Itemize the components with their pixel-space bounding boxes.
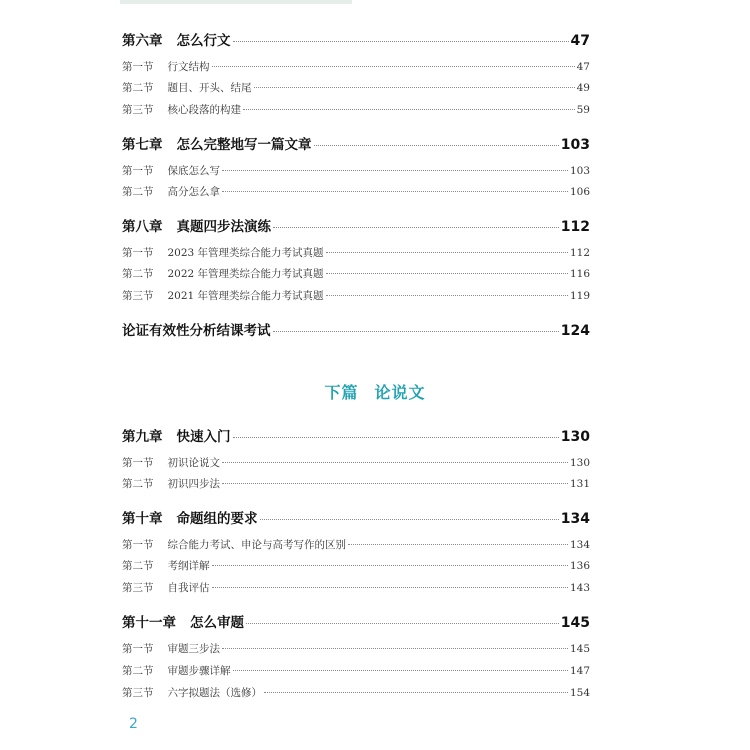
entry-title: 综合能力考试、申论与高考写作的区别 [167, 539, 346, 551]
entry-number: 第二节 [122, 186, 154, 198]
dot-leader [326, 273, 568, 274]
entry-page-number: 143 [569, 582, 590, 594]
toc-section-entry[interactable] [122, 476, 590, 491]
part-title: 论说文 [374, 383, 426, 402]
entry-page-number: 47 [570, 33, 590, 49]
toc-section-entry[interactable] [122, 266, 590, 281]
dot-leader [233, 670, 568, 671]
entry-page-number: 134 [560, 511, 590, 527]
dot-leader [212, 66, 575, 67]
toc-exam-entry[interactable] [122, 319, 590, 339]
entry-title: 审题步骤详解 [167, 665, 231, 677]
entry-number: 第十章 [122, 511, 163, 527]
entry-title: 自我评估 [167, 582, 210, 594]
dot-leader [243, 109, 575, 110]
entry-number: 第二节 [122, 560, 154, 572]
toc-section-entry[interactable] [122, 455, 590, 470]
toc-chapter-entry[interactable] [122, 29, 590, 49]
entry-number: 第七章 [122, 137, 163, 153]
entry-number: 第十一章 [122, 615, 176, 631]
entry-title: 命题组的要求 [176, 511, 258, 527]
entry-number: 第八章 [122, 219, 163, 235]
entry-title: 初识四步法 [167, 478, 220, 490]
entry-title: 题目、开头、结尾 [167, 82, 252, 94]
entry-title: 怎么审题 [190, 615, 244, 631]
entry-number: 第三节 [122, 687, 154, 699]
dot-leader [212, 565, 568, 566]
entry-page-number: 145 [560, 615, 590, 631]
entry-page-number: 103 [569, 165, 590, 177]
entry-page-number: 136 [569, 560, 590, 572]
toc-chapter-entry[interactable] [122, 215, 590, 235]
entry-title: 2022 年管理类综合能力考试真题 [167, 268, 324, 280]
entry-title: 高分怎么拿 [167, 186, 220, 198]
dot-leader [246, 623, 559, 624]
entry-page-number: 130 [569, 457, 590, 469]
entry-number: 第二节 [122, 268, 154, 280]
dot-leader [222, 170, 568, 171]
entry-number: 第三节 [122, 582, 154, 594]
entry-number: 第一节 [122, 539, 154, 551]
toc-section-entry[interactable] [122, 580, 590, 595]
entry-page-number: 116 [569, 268, 590, 280]
dot-leader [233, 437, 559, 438]
toc-section-entry[interactable] [122, 59, 590, 74]
entry-page-number: 134 [569, 539, 590, 551]
top-rule [120, 0, 352, 4]
entry-number: 第二节 [122, 82, 154, 94]
entry-title: 行文结构 [167, 61, 210, 73]
toc-section-entry[interactable] [122, 537, 590, 552]
entry-number: 第二节 [122, 478, 154, 490]
toc-section-entry[interactable] [122, 184, 590, 199]
entry-number: 第一节 [122, 247, 154, 259]
dot-leader [314, 145, 559, 146]
dot-leader [222, 483, 568, 484]
entry-page-number: 112 [560, 219, 590, 235]
page-number: 2 [129, 716, 138, 732]
toc-section-entry[interactable] [122, 163, 590, 178]
dot-leader [222, 648, 568, 649]
entry-page-number: 130 [560, 429, 590, 445]
toc-section-entry[interactable] [122, 641, 590, 656]
dot-leader [273, 331, 559, 332]
toc-section-entry[interactable] [122, 663, 590, 678]
dot-leader [273, 227, 559, 228]
part-heading [0, 380, 750, 403]
toc-section-entry[interactable] [122, 102, 590, 117]
entry-title: 怎么完整地写一篇文章 [176, 137, 312, 153]
dot-leader [233, 41, 569, 42]
entry-title: 保底怎么写 [167, 165, 220, 177]
entry-title: 六字拟题法（选修） [167, 687, 262, 699]
entry-page-number: 119 [569, 290, 590, 302]
entry-title: 真题四步法演练 [176, 219, 271, 235]
toc-chapter-entry[interactable] [122, 133, 590, 153]
entry-number: 第九章 [122, 429, 163, 445]
entry-number: 第二节 [122, 665, 154, 677]
entry-title: 初识论说文 [167, 457, 220, 469]
entry-page-number: 49 [576, 82, 590, 94]
dot-leader [326, 252, 568, 253]
entry-page-number: 154 [569, 687, 590, 699]
entry-title: 论证有效性分析结课考试 [122, 323, 271, 339]
toc-section-entry[interactable] [122, 245, 590, 260]
toc-chapter-entry[interactable] [122, 425, 590, 445]
dot-leader [348, 544, 568, 545]
entry-title: 2023 年管理类综合能力考试真题 [167, 247, 324, 259]
toc-section-entry[interactable] [122, 80, 590, 95]
dot-leader [264, 692, 568, 693]
entry-title: 核心段落的构建 [167, 104, 241, 116]
entry-title: 审题三步法 [167, 643, 220, 655]
entry-number: 第三节 [122, 104, 154, 116]
entry-number: 第一节 [122, 457, 154, 469]
entry-page-number: 112 [569, 247, 590, 259]
entry-page-number: 106 [569, 186, 590, 198]
entry-number: 第三节 [122, 290, 154, 302]
entry-number: 第一节 [122, 165, 154, 177]
entry-page-number: 145 [569, 643, 590, 655]
entry-page-number: 131 [569, 478, 590, 490]
entry-page-number: 59 [576, 104, 590, 116]
entry-page-number: 103 [560, 137, 590, 153]
toc-section-entry[interactable] [122, 558, 590, 573]
part-label: 下篇 [324, 383, 359, 402]
entry-number: 第一节 [122, 643, 154, 655]
toc-chapter-entry[interactable] [122, 507, 590, 527]
toc-section-entry[interactable] [122, 685, 590, 700]
entry-page-number: 47 [576, 61, 590, 73]
entry-page-number: 147 [569, 665, 590, 677]
entry-title: 快速入门 [176, 429, 231, 445]
entry-title: 怎么行文 [176, 33, 231, 49]
dot-leader [326, 295, 568, 296]
dot-leader [212, 587, 568, 588]
dot-leader [254, 87, 575, 88]
entry-number: 第六章 [122, 33, 163, 49]
dot-leader [260, 519, 559, 520]
entry-title: 2021 年管理类综合能力考试真题 [167, 290, 324, 302]
entry-title: 考纲详解 [167, 560, 210, 572]
entry-page-number: 124 [560, 323, 590, 339]
toc-section-entry[interactable] [122, 288, 590, 303]
dot-leader [222, 191, 568, 192]
dot-leader [222, 462, 568, 463]
entry-number: 第一节 [122, 61, 154, 73]
toc-chapter-entry[interactable] [122, 611, 590, 631]
